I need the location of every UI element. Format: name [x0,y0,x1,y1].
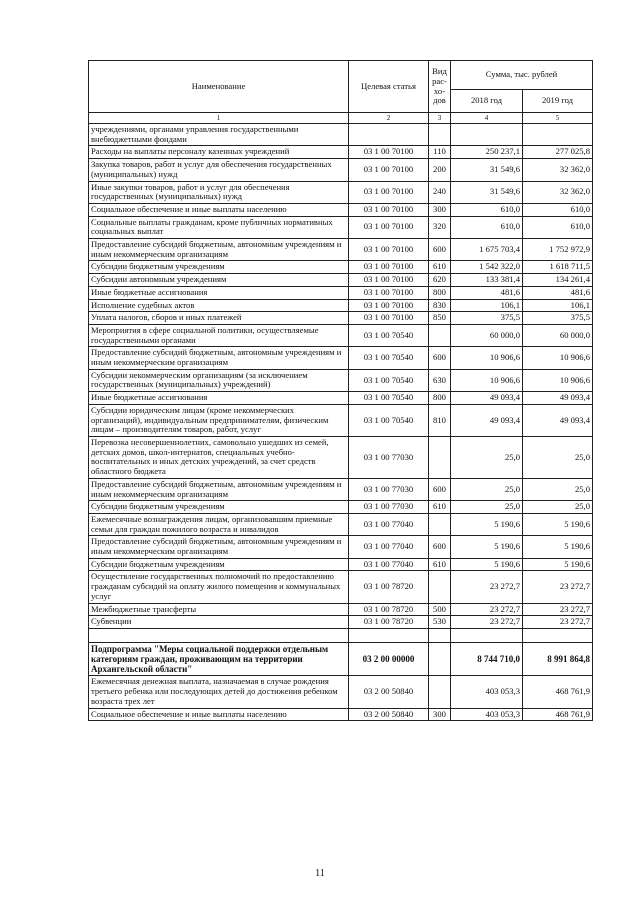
row-2019: 610,0 [523,216,593,238]
row-name: Межбюджетные трансферты [89,603,349,616]
row-code: 03 1 00 77030 [349,436,429,478]
row-2019: 23 272,7 [523,603,593,616]
row-2019: 49 093,4 [523,404,593,436]
row-name: Предоставление субсидий бюджетным, автономным учреждениям и иным некоммерческим организациям [89,347,349,369]
table-body [89,124,593,721]
row-2018: 133 381,4 [451,274,523,287]
row-name: Субсидии бюджетным учреждениям [89,261,349,274]
row-code: 03 1 00 77030 [349,501,429,514]
row-2019: 25,0 [523,478,593,500]
row-2018: 481,6 [451,286,523,299]
row-name: Субсидии бюджетным учреждениям [89,501,349,514]
table-row [89,347,593,369]
row-vid [429,436,451,478]
row-2019 [523,628,593,642]
row-name [89,628,349,642]
row-2018: 1 542 322,0 [451,261,523,274]
table-row [89,181,593,203]
table-row [89,124,593,146]
row-name: Предоставление субсидий бюджетным, автономным учреждениям и иным некоммерческим организациям [89,478,349,500]
row-2018: 49 093,4 [451,404,523,436]
row-2019: 1 752 972,9 [523,239,593,261]
header-year-2018: 2018 год [451,90,523,113]
row-2019: 106,1 [523,299,593,312]
row-2018: 106,1 [451,299,523,312]
row-name: Предоставление субсидий бюджетным, автономным учреждениям и иным некоммерческим организациям [89,536,349,558]
row-code: 03 1 00 70540 [349,392,429,405]
row-vid: 600 [429,239,451,261]
column-index: 3 [429,113,451,124]
row-code: 03 1 00 77040 [349,513,429,535]
row-2018: 610,0 [451,203,523,216]
row-code: 03 1 00 77040 [349,536,429,558]
row-name: Субвенции [89,616,349,629]
row-2018: 5 190,6 [451,558,523,571]
row-2018 [451,124,523,146]
row-code: 03 1 00 78720 [349,571,429,603]
row-2019: 481,6 [523,286,593,299]
row-2019: 468 761,9 [523,708,593,721]
row-2018: 25,0 [451,436,523,478]
row-vid: 320 [429,216,451,238]
table-row [89,558,593,571]
row-2019: 10 906,6 [523,369,593,391]
row-name: Субсидии юридическим лицам (кроме некоммерческих организаций), индивидуальным предпринимателям, физическим лицам – производителям товаров, работ, услуг [89,404,349,436]
row-vid: 300 [429,203,451,216]
row-vid: 630 [429,369,451,391]
column-index: 2 [349,113,429,124]
row-2019: 610,0 [523,203,593,216]
row-name: Ежемесячные вознаграждения лицам, организовавшим приемные семьи для граждан пожилого возраста и инвалидов [89,513,349,535]
row-code [349,124,429,146]
row-2018: 31 549,6 [451,159,523,181]
row-name: Ежемесячная денежная выплата, назначаемая в случае рождения третьего ребенка или последующих детей до достижения ребенком возраста трех лет [89,676,349,708]
row-2019: 1 618 711,5 [523,261,593,274]
row-code: 03 1 00 70540 [349,347,429,369]
table-row [89,312,593,325]
budget-table [88,60,593,721]
row-code: 03 1 00 78720 [349,603,429,616]
row-code: 03 1 00 70100 [349,274,429,287]
row-code: 03 1 00 70100 [349,312,429,325]
row-name: Предоставление субсидий бюджетным, автономным учреждениям и иным некоммерческим организациям [89,239,349,261]
row-vid: 300 [429,708,451,721]
row-code: 03 1 00 77030 [349,478,429,500]
row-2019: 468 761,9 [523,676,593,708]
row-name: Закупка товаров, работ и услуг для обеспечения государственных (муниципальных) нужд [89,159,349,181]
row-code: 03 2 00 50840 [349,708,429,721]
table-row [89,324,593,346]
row-2019: 5 190,6 [523,513,593,535]
row-code: 03 1 00 70100 [349,146,429,159]
row-vid: 200 [429,159,451,181]
row-vid: 110 [429,146,451,159]
row-2019: 5 190,6 [523,536,593,558]
row-name: Исполнение судебных актов [89,299,349,312]
header-year-2019: 2019 год [523,90,593,113]
row-2018: 403 053,3 [451,676,523,708]
row-2019: 49 093,4 [523,392,593,405]
table-row [89,571,593,603]
table-row [89,159,593,181]
row-vid: 600 [429,478,451,500]
header-code: Целевая статья [349,61,429,113]
table-row [89,203,593,216]
header-vid: Вид рас-хо-дов [429,61,451,113]
row-2018: 8 744 710,0 [451,642,523,675]
row-2019: 277 025,8 [523,146,593,159]
row-code [349,628,429,642]
row-code: 03 1 00 70540 [349,369,429,391]
row-name: учреждениями, органами управления государственными внебюджетными фондами [89,124,349,146]
row-code: 03 1 00 70100 [349,203,429,216]
table-row [89,478,593,500]
row-code: 03 1 00 70100 [349,286,429,299]
table-row [89,239,593,261]
row-2018: 49 093,4 [451,392,523,405]
table-row [89,708,593,721]
row-vid [429,324,451,346]
row-2018: 23 272,7 [451,571,523,603]
row-code: 03 1 00 70100 [349,159,429,181]
row-2018: 403 053,3 [451,708,523,721]
row-2019: 23 272,7 [523,616,593,629]
row-code: 03 1 00 70100 [349,299,429,312]
row-name: Социальное обеспечение и иные выплаты населению [89,203,349,216]
row-2019: 23 272,7 [523,571,593,603]
row-code: 03 1 00 78720 [349,616,429,629]
row-name: Осуществление государственных полномочий по предоставлению гражданам субсидий на оплату жилого помещения и коммунальных услуг [89,571,349,603]
row-vid: 610 [429,558,451,571]
row-vid [429,513,451,535]
table-row [89,216,593,238]
row-name: Подпрограмма "Меры социальной поддержки отдельным категориям граждан, проживающим на территории Архангельской области" [89,642,349,675]
row-name: Субсидии некоммерческим организациям (за исключением государственных (муниципальных) учреждений) [89,369,349,391]
row-2019: 25,0 [523,436,593,478]
row-code: 03 2 00 50840 [349,676,429,708]
row-vid: 610 [429,261,451,274]
row-name: Уплата налогов, сборов и иных платежей [89,312,349,325]
row-code: 03 2 00 00000 [349,642,429,675]
table-row [89,404,593,436]
row-vid: 800 [429,286,451,299]
row-name: Расходы на выплаты персоналу казенных учреждений [89,146,349,159]
row-vid: 810 [429,404,451,436]
row-code: 03 1 00 77040 [349,558,429,571]
table-row [89,501,593,514]
table-row [89,513,593,535]
row-name: Субсидии бюджетным учреждениям [89,558,349,571]
table-row [89,146,593,159]
table-row [89,436,593,478]
row-2018: 25,0 [451,501,523,514]
row-2018: 250 237,1 [451,146,523,159]
row-2018: 10 906,6 [451,369,523,391]
row-name: Субсидии автономным учреждениям [89,274,349,287]
row-vid: 620 [429,274,451,287]
row-2019: 10 906,6 [523,347,593,369]
table-row [89,286,593,299]
row-2018 [451,628,523,642]
row-2019: 134 261,4 [523,274,593,287]
row-2018: 60 000,0 [451,324,523,346]
row-2018: 23 272,7 [451,603,523,616]
row-vid: 240 [429,181,451,203]
row-code: 03 1 00 70100 [349,239,429,261]
table-row [89,369,593,391]
table-row [89,603,593,616]
table-row [89,299,593,312]
header-sum: Сумма, тыс. рублей [451,61,593,90]
column-index: 4 [451,113,523,124]
row-2018: 10 906,6 [451,347,523,369]
row-vid: 850 [429,312,451,325]
row-vid [429,124,451,146]
row-name: Иные бюджетные ассигнования [89,286,349,299]
row-vid [429,571,451,603]
row-vid: 530 [429,616,451,629]
header-name: Наименование [89,61,349,113]
row-2019 [523,124,593,146]
row-2018: 375,5 [451,312,523,325]
row-vid [429,642,451,675]
row-2018: 25,0 [451,478,523,500]
row-2018: 5 190,6 [451,513,523,535]
row-2019: 5 190,6 [523,558,593,571]
row-code: 03 1 00 70540 [349,404,429,436]
row-vid: 600 [429,536,451,558]
row-vid: 600 [429,347,451,369]
row-2019: 8 991 864,8 [523,642,593,675]
row-2019: 32 362,0 [523,159,593,181]
row-code: 03 1 00 70100 [349,181,429,203]
row-2019: 60 000,0 [523,324,593,346]
table-row [89,536,593,558]
table-row [89,616,593,629]
row-name: Социальные выплаты гражданам, кроме публичных нормативных социальных выплат [89,216,349,238]
row-name: Социальное обеспечение и иные выплаты населению [89,708,349,721]
table-row [89,261,593,274]
row-2018: 5 190,6 [451,536,523,558]
row-2018: 31 549,6 [451,181,523,203]
row-vid [429,628,451,642]
row-code: 03 1 00 70540 [349,324,429,346]
table-row [89,628,593,642]
table-row [89,392,593,405]
row-vid: 830 [429,299,451,312]
row-2019: 32 362,0 [523,181,593,203]
page-number: 11 [315,868,325,879]
column-index: 5 [523,113,593,124]
column-index: 1 [89,113,349,124]
row-2018: 1 675 703,4 [451,239,523,261]
row-vid [429,676,451,708]
row-name: Иные бюджетные ассигнования [89,392,349,405]
row-code: 03 1 00 70100 [349,216,429,238]
row-vid: 610 [429,501,451,514]
table-row [89,642,593,675]
row-vid: 800 [429,392,451,405]
row-name: Иные закупки товаров, работ и услуг для обеспечения государственных (муниципальных) нужд [89,181,349,203]
row-2019: 25,0 [523,501,593,514]
row-2019: 375,5 [523,312,593,325]
row-name: Перевозка несовершеннолетних, самовольно ушедших из семей, детских домов, школ-интернатов, специальных учебно-воспитательных и иных детских учреждений, за счет средств областного бюджета [89,436,349,478]
row-2018: 610,0 [451,216,523,238]
row-code: 03 1 00 70100 [349,261,429,274]
row-vid: 500 [429,603,451,616]
table-row [89,274,593,287]
column-index-row [89,113,593,124]
row-2018: 23 272,7 [451,616,523,629]
table-row [89,676,593,708]
row-name: Мероприятия в сфере социальной политики, осуществляемые государственными органами [89,324,349,346]
